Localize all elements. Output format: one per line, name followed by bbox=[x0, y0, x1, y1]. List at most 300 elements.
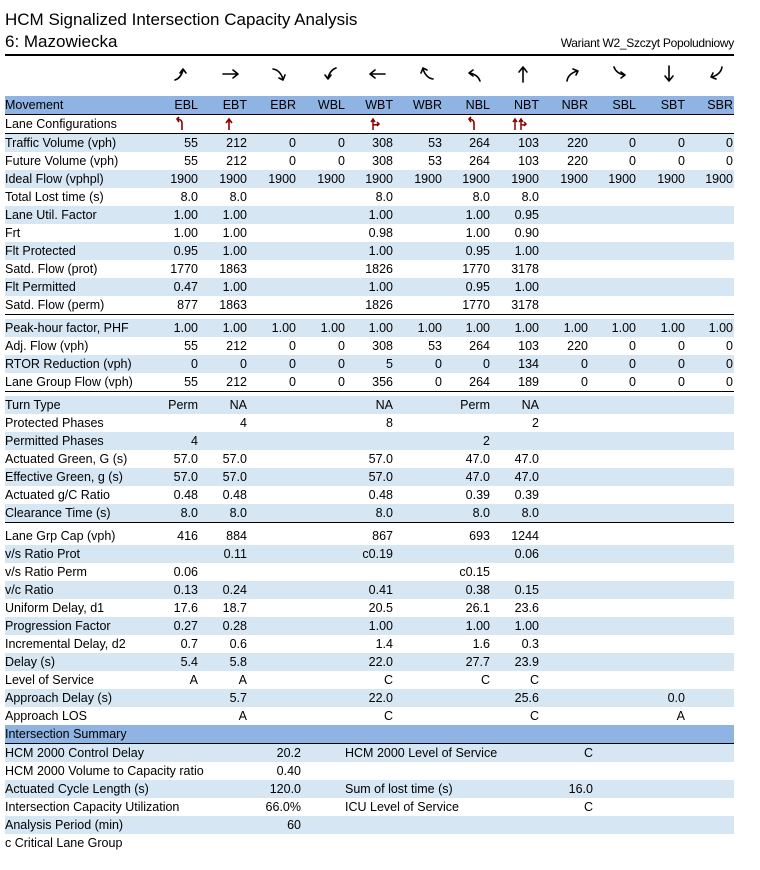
ebl-arrow-icon bbox=[172, 64, 192, 84]
wbt-arrow-icon bbox=[367, 64, 387, 84]
summary-value: 0.40 bbox=[276, 764, 301, 778]
cell-nbl: 1.00 bbox=[465, 619, 490, 633]
cell-ebl: 1770 bbox=[170, 262, 198, 276]
cell-nbl: 1.00 bbox=[465, 208, 490, 222]
cell-wbt: 867 bbox=[372, 529, 393, 543]
movement-arrow-row bbox=[0, 60, 760, 90]
row-future-volume-vph bbox=[5, 152, 734, 170]
cell-wbt: 1.00 bbox=[368, 280, 393, 294]
cell-nbl: 47.0 bbox=[465, 470, 490, 484]
cell-nbl: 0 bbox=[483, 357, 490, 371]
row-label: RTOR Reduction (vph) bbox=[5, 357, 132, 371]
cell-wbr: 0 bbox=[435, 375, 442, 389]
cell-nbt: 103 bbox=[518, 136, 539, 150]
cell-wbt: C bbox=[383, 673, 393, 687]
cell-wbt: 20.5 bbox=[368, 601, 393, 615]
cell-nbt: 0.90 bbox=[514, 226, 539, 240]
row-rtor-reduction-vph bbox=[5, 355, 734, 373]
cell-nbl: 0.95 bbox=[465, 244, 490, 258]
cell-ebt: 1.00 bbox=[222, 244, 247, 258]
cell-ebl: 877 bbox=[177, 298, 198, 312]
cell-nbl: 8.0 bbox=[472, 506, 490, 520]
cell-wbl: 1.00 bbox=[320, 321, 345, 335]
cell-nbl: 264 bbox=[469, 339, 490, 353]
summary-value: 60 bbox=[287, 818, 301, 832]
cell-wbr: WBR bbox=[412, 98, 442, 112]
summary-label: HCM 2000 Volume to Capacity ratio bbox=[5, 764, 204, 778]
summary-header bbox=[5, 725, 734, 744]
cell-wbr: 1900 bbox=[414, 172, 442, 186]
cell-sbt: SBT bbox=[660, 98, 685, 112]
summary-row bbox=[5, 816, 734, 834]
row-progression-factor bbox=[5, 617, 734, 635]
cell-sbt: 0 bbox=[678, 136, 685, 150]
cell-ebl: A bbox=[189, 673, 198, 687]
row-label: Effective Green, g (s) bbox=[5, 470, 123, 484]
cell-nbl: c0.15 bbox=[459, 565, 490, 579]
cell-nbt: 1.00 bbox=[514, 619, 539, 633]
cell-wbt: NA bbox=[375, 398, 393, 412]
cell-nbt: 8.0 bbox=[521, 190, 539, 204]
row-adj-flow-vph bbox=[5, 337, 734, 355]
row-effective-green-g-s bbox=[5, 468, 734, 486]
cell-nbl: 264 bbox=[469, 136, 490, 150]
sbr-arrow-icon bbox=[707, 64, 727, 84]
cell-wbl: 0 bbox=[338, 339, 345, 353]
cell-wbl: 0 bbox=[338, 357, 345, 371]
summary-label: HCM 2000 Control Delay bbox=[5, 746, 144, 760]
through-lane-icon bbox=[199, 116, 247, 132]
cell-ebl: 4 bbox=[191, 434, 198, 448]
cell-sbl: 1900 bbox=[608, 172, 636, 186]
summary-label: Analysis Period (min) bbox=[5, 818, 124, 832]
cell-ebl: 0.48 bbox=[173, 488, 198, 502]
row-label: Frt bbox=[5, 226, 21, 240]
cell-wbt: 57.0 bbox=[368, 470, 393, 484]
cell-nbt: 3178 bbox=[511, 298, 539, 312]
cell-ebl: 0.13 bbox=[173, 583, 198, 597]
cell-ebt: 5.8 bbox=[229, 655, 247, 669]
cell-sbr: 0 bbox=[726, 136, 733, 150]
cell-wbt: 8 bbox=[386, 416, 393, 430]
cell-nbl: 8.0 bbox=[472, 190, 490, 204]
cell-sbt: 0 bbox=[678, 357, 685, 371]
cell-wbr: 53 bbox=[428, 339, 442, 353]
row-label: Protected Phases bbox=[5, 416, 104, 430]
cell-nbl: 264 bbox=[469, 154, 490, 168]
cell-nbt: 0.95 bbox=[514, 208, 539, 222]
cell-wbt: 1826 bbox=[365, 262, 393, 276]
cell-ebl: 0.06 bbox=[173, 565, 198, 579]
cell-ebl: Perm bbox=[168, 398, 198, 412]
table-header-row bbox=[5, 96, 734, 114]
row-label: Flt Protected bbox=[5, 244, 76, 258]
cell-ebl: EBL bbox=[174, 98, 198, 112]
left-turn-lane-icon bbox=[442, 116, 490, 132]
summary-row bbox=[5, 798, 734, 816]
cell-nbt: 25.6 bbox=[514, 691, 539, 705]
cell-ebl: 8.0 bbox=[180, 190, 198, 204]
cell-ebt: 1863 bbox=[219, 262, 247, 276]
cell-ebt: 212 bbox=[226, 375, 247, 389]
cell-wbt: 1900 bbox=[365, 172, 393, 186]
row-label: Lane Grp Cap (vph) bbox=[5, 529, 116, 543]
cell-ebt: 0.6 bbox=[229, 637, 247, 651]
cell-nbt: 0.39 bbox=[514, 488, 539, 502]
cell-wbr: 53 bbox=[428, 154, 442, 168]
cell-ebl: 17.6 bbox=[173, 601, 198, 615]
left-turn-lane-icon bbox=[150, 116, 198, 132]
row-approach-los bbox=[5, 707, 734, 725]
cell-wbt: 57.0 bbox=[368, 452, 393, 466]
row-label: Movement bbox=[5, 98, 64, 112]
row-label: Peak-hour factor, PHF bbox=[5, 321, 129, 335]
ebr-arrow-icon bbox=[270, 64, 290, 84]
cell-sbl: 0 bbox=[629, 375, 636, 389]
cell-ebt: A bbox=[238, 709, 247, 723]
row-label: Turn Type bbox=[5, 398, 61, 412]
cell-ebl: 1900 bbox=[170, 172, 198, 186]
cell-ebl: 1.00 bbox=[173, 226, 198, 240]
cell-wbt: 308 bbox=[372, 339, 393, 353]
row-level-of-service bbox=[5, 671, 734, 689]
summary-label: c Critical Lane Group bbox=[5, 836, 123, 850]
row-label: Approach LOS bbox=[5, 709, 87, 723]
cell-nbl: 1.00 bbox=[465, 321, 490, 335]
cell-wbt: 308 bbox=[372, 136, 393, 150]
cell-ebt: 212 bbox=[226, 154, 247, 168]
cell-ebr: 0 bbox=[289, 357, 296, 371]
cell-nbl: 0.38 bbox=[465, 583, 490, 597]
cell-ebt: 1.00 bbox=[222, 208, 247, 222]
cell-ebt: 57.0 bbox=[222, 470, 247, 484]
cell-wbl: 0 bbox=[338, 136, 345, 150]
cell-ebl: 0 bbox=[191, 357, 198, 371]
cell-ebt: 1900 bbox=[219, 172, 247, 186]
cell-ebt: 1.00 bbox=[222, 321, 247, 335]
cell-nbt: C bbox=[529, 709, 539, 723]
summary-row bbox=[5, 780, 734, 798]
summary-label: Actuated Cycle Length (s) bbox=[5, 782, 149, 796]
row-lane-util-factor bbox=[5, 206, 734, 224]
cell-nbl: 0.95 bbox=[465, 280, 490, 294]
cell-sbt: A bbox=[676, 709, 685, 723]
cell-ebt: 0.11 bbox=[223, 547, 247, 561]
cell-nbt: NBT bbox=[514, 98, 539, 112]
cell-nbt: 0.3 bbox=[521, 637, 539, 651]
row-label: Actuated Green, G (s) bbox=[5, 452, 128, 466]
row-delay-s bbox=[5, 653, 734, 671]
row-label: Actuated g/C Ratio bbox=[5, 488, 110, 502]
cell-nbr: 1.00 bbox=[563, 321, 588, 335]
row-protected-phases bbox=[5, 414, 734, 432]
summary-value-2: 16.0 bbox=[568, 782, 593, 796]
summary-title: Intersection Summary bbox=[5, 727, 127, 741]
intersection-summary bbox=[5, 725, 734, 852]
row-total-lost-time-s bbox=[5, 188, 734, 206]
cell-sbl: 0 bbox=[629, 136, 636, 150]
cell-nbr: 0 bbox=[581, 357, 588, 371]
cell-nbt: NA bbox=[521, 398, 539, 412]
cell-sbt: 1900 bbox=[657, 172, 685, 186]
cell-wbr: 53 bbox=[428, 136, 442, 150]
cell-sbl: 0 bbox=[629, 154, 636, 168]
cell-ebr: EBR bbox=[270, 98, 296, 112]
cell-nbl: 693 bbox=[469, 529, 490, 543]
cell-nbt: 2 bbox=[532, 416, 539, 430]
cell-sbr: 1900 bbox=[705, 172, 733, 186]
cell-ebl: 0.95 bbox=[173, 244, 198, 258]
cell-ebt: 0.24 bbox=[222, 583, 247, 597]
cell-ebl: 55 bbox=[184, 375, 198, 389]
row-label: Clearance Time (s) bbox=[5, 506, 111, 520]
row-actuated-g-c-ratio bbox=[5, 486, 734, 504]
cell-wbt: 1.4 bbox=[375, 637, 393, 651]
cell-ebt: 57.0 bbox=[222, 452, 247, 466]
cell-ebr: 1900 bbox=[268, 172, 296, 186]
cell-nbl: C bbox=[480, 673, 490, 687]
row-ideal-flow-vphpl bbox=[5, 170, 734, 188]
intersection-name: 6: Mazowiecka bbox=[5, 32, 118, 51]
cell-nbl: 264 bbox=[469, 375, 490, 389]
cell-wbt: 22.0 bbox=[368, 691, 393, 705]
row-label: Progression Factor bbox=[5, 619, 111, 633]
cell-wbt: 5 bbox=[386, 357, 393, 371]
row-lane-group-flow-vph bbox=[5, 373, 734, 392]
cell-ebt: 0.28 bbox=[222, 619, 247, 633]
cell-ebt: 0.48 bbox=[222, 488, 247, 502]
cell-wbt: 0.41 bbox=[368, 583, 393, 597]
cell-ebt: 8.0 bbox=[229, 506, 247, 520]
row-label: v/c Ratio bbox=[5, 583, 54, 597]
cell-wbt: 8.0 bbox=[375, 506, 393, 520]
cell-sbt: 0.0 bbox=[667, 691, 685, 705]
cell-ebl: 0.47 bbox=[173, 280, 198, 294]
cell-nbr: 0 bbox=[581, 375, 588, 389]
summary-label: Intersection Capacity Utilization bbox=[5, 800, 180, 814]
row-label: Lane Util. Factor bbox=[5, 208, 97, 222]
row-v-s-ratio-perm bbox=[5, 563, 734, 581]
row-label: Total Lost time (s) bbox=[5, 190, 104, 204]
cell-sbt: 0 bbox=[678, 339, 685, 353]
capacity-table bbox=[5, 96, 734, 725]
cell-nbt: 47.0 bbox=[514, 452, 539, 466]
row-lane-grp-cap-vph bbox=[5, 527, 734, 545]
row-turn-type bbox=[5, 396, 734, 414]
cell-sbr: 0 bbox=[726, 357, 733, 371]
row-v-s-ratio-prot bbox=[5, 545, 734, 563]
row-clearance-time-s bbox=[5, 504, 734, 523]
cell-ebt: 0 bbox=[240, 357, 247, 371]
cell-ebt: 4 bbox=[240, 416, 247, 430]
cell-ebl: 416 bbox=[177, 529, 198, 543]
cell-nbl: 1900 bbox=[462, 172, 490, 186]
summary-label-2: HCM 2000 Level of Service bbox=[345, 746, 498, 760]
row-traffic-volume-vph bbox=[5, 134, 734, 152]
wbr-arrow-icon bbox=[416, 64, 436, 84]
cell-nbt: 0.06 bbox=[514, 547, 539, 561]
row-label: v/s Ratio Prot bbox=[5, 547, 81, 561]
cell-ebt: NA bbox=[229, 398, 247, 412]
summary-row bbox=[5, 744, 734, 762]
cell-sbl: 1.00 bbox=[611, 321, 636, 335]
summary-label-2: Sum of lost time (s) bbox=[345, 782, 453, 796]
cell-wbt: 356 bbox=[372, 375, 393, 389]
cell-nbt: 8.0 bbox=[521, 506, 539, 520]
nbl-arrow-icon bbox=[464, 64, 484, 84]
cell-wbt: 0.48 bbox=[368, 488, 393, 502]
cell-wbr: 0 bbox=[435, 357, 442, 371]
cell-nbl: 0.39 bbox=[465, 488, 490, 502]
cell-nbt: 103 bbox=[518, 339, 539, 353]
row-v-c-ratio bbox=[5, 581, 734, 599]
cell-ebl: 55 bbox=[184, 339, 198, 353]
cell-nbl: 1770 bbox=[462, 298, 490, 312]
summary-label-2: ICU Level of Service bbox=[345, 800, 459, 814]
cell-wbt: WBT bbox=[365, 98, 393, 112]
row-flt-protected bbox=[5, 242, 734, 260]
cell-nbt: 1900 bbox=[511, 172, 539, 186]
cell-ebt: 1863 bbox=[219, 298, 247, 312]
cell-wbt: 1.00 bbox=[368, 619, 393, 633]
cell-ebl: 5.4 bbox=[180, 655, 198, 669]
cell-nbl: 2 bbox=[483, 434, 490, 448]
summary-row bbox=[5, 834, 734, 852]
cell-ebt: 1.00 bbox=[222, 226, 247, 240]
cell-wbt: 1.00 bbox=[368, 321, 393, 335]
row-satd-flow-perm bbox=[5, 296, 734, 315]
row-label: Permitted Phases bbox=[5, 434, 104, 448]
cell-nbl: 47.0 bbox=[465, 452, 490, 466]
summary-row bbox=[5, 762, 734, 780]
ebt-arrow-icon bbox=[221, 64, 241, 84]
cell-nbr: NBR bbox=[561, 98, 588, 112]
cell-ebt: 5.7 bbox=[229, 691, 247, 705]
wbl-arrow-icon bbox=[319, 64, 339, 84]
cell-wbt: C bbox=[383, 709, 393, 723]
cell-nbt: 1.00 bbox=[514, 280, 539, 294]
cell-ebt: 8.0 bbox=[229, 190, 247, 204]
report-title: HCM Signalized Intersection Capacity Analysis bbox=[5, 10, 358, 29]
cell-sbr: 0 bbox=[726, 375, 733, 389]
cell-nbl: 27.7 bbox=[465, 655, 490, 669]
cell-nbt: 134 bbox=[518, 357, 539, 371]
cell-nbl: NBL bbox=[465, 98, 490, 112]
summary-value: 120.0 bbox=[269, 782, 301, 796]
row-label: Approach Delay (s) bbox=[5, 691, 112, 705]
lane-configurations-row bbox=[5, 114, 734, 134]
cell-ebt: EBT bbox=[222, 98, 247, 112]
cell-sbt: 1.00 bbox=[660, 321, 685, 335]
row-label: v/s Ratio Perm bbox=[5, 565, 87, 579]
cell-ebt: 884 bbox=[226, 529, 247, 543]
row-label: Delay (s) bbox=[5, 655, 56, 669]
cell-nbt: 23.6 bbox=[514, 601, 539, 615]
cell-sbl: 0 bbox=[629, 357, 636, 371]
row-incremental-delay-d2 bbox=[5, 635, 734, 653]
cell-ebl: 8.0 bbox=[180, 506, 198, 520]
cell-ebl: 1.00 bbox=[173, 208, 198, 222]
row-uniform-delay-d1 bbox=[5, 599, 734, 617]
row-label: Level of Service bbox=[5, 673, 94, 687]
row-flt-permitted bbox=[5, 278, 734, 296]
sbt-arrow-icon bbox=[659, 64, 679, 84]
row-label: Lane Configurations bbox=[5, 117, 117, 131]
cell-nbl: 1.6 bbox=[472, 637, 490, 651]
cell-nbr: 220 bbox=[567, 154, 588, 168]
cell-ebl: 0.27 bbox=[173, 619, 198, 633]
cell-wbl: 1900 bbox=[317, 172, 345, 186]
row-label: Adj. Flow (vph) bbox=[5, 339, 89, 353]
cell-ebr: 0 bbox=[289, 136, 296, 150]
summary-value-2: C bbox=[583, 800, 593, 814]
cell-sbt: 0 bbox=[678, 375, 685, 389]
cell-sbr: SBR bbox=[707, 98, 733, 112]
cell-ebr: 1.00 bbox=[271, 321, 296, 335]
summary-value: 66.0% bbox=[265, 800, 301, 814]
cell-wbl: 0 bbox=[338, 154, 345, 168]
cell-nbt: 1.00 bbox=[514, 244, 539, 258]
cell-nbl: 26.1 bbox=[465, 601, 490, 615]
header-rule bbox=[5, 54, 734, 56]
double-through-right-lane-icon bbox=[491, 116, 539, 132]
row-label: Future Volume (vph) bbox=[5, 154, 119, 168]
row-frt bbox=[5, 224, 734, 242]
row-actuated-green-g-s bbox=[5, 450, 734, 468]
cell-nbl: 1770 bbox=[462, 262, 490, 276]
row-label: Ideal Flow (vphpl) bbox=[5, 172, 104, 186]
through-right-lane-icon bbox=[345, 116, 393, 132]
cell-nbt: 103 bbox=[518, 154, 539, 168]
cell-ebl: 0.7 bbox=[180, 637, 198, 651]
cell-nbr: 220 bbox=[567, 339, 588, 353]
cell-nbt: 1.00 bbox=[514, 321, 539, 335]
cell-ebr: 0 bbox=[289, 375, 296, 389]
cell-nbr: 220 bbox=[567, 136, 588, 150]
cell-wbt: 1826 bbox=[365, 298, 393, 312]
nbt-arrow-icon bbox=[513, 64, 533, 84]
cell-wbr: 1.00 bbox=[417, 321, 442, 335]
cell-ebt: 212 bbox=[226, 136, 247, 150]
cell-ebl: 57.0 bbox=[173, 470, 198, 484]
cell-nbl: 1.00 bbox=[465, 226, 490, 240]
cell-nbt: 189 bbox=[518, 375, 539, 389]
row-satd-flow-prot bbox=[5, 260, 734, 278]
row-permitted-phases bbox=[5, 432, 734, 450]
cell-ebl: 55 bbox=[184, 136, 198, 150]
cell-sbt: 0 bbox=[678, 154, 685, 168]
cell-ebr: 0 bbox=[289, 339, 296, 353]
summary-value: 20.2 bbox=[276, 746, 301, 760]
row-label: Lane Group Flow (vph) bbox=[5, 375, 133, 389]
cell-nbt: 1244 bbox=[511, 529, 539, 543]
cell-wbt: c0.19 bbox=[362, 547, 393, 561]
cell-ebl: 1.00 bbox=[173, 321, 198, 335]
row-label: Satd. Flow (perm) bbox=[5, 298, 105, 312]
sbl-arrow-icon bbox=[610, 64, 630, 84]
cell-wbt: 1.00 bbox=[368, 244, 393, 258]
cell-nbt: 23.9 bbox=[514, 655, 539, 669]
cell-ebt: A bbox=[238, 673, 247, 687]
cell-wbt: 8.0 bbox=[375, 190, 393, 204]
summary-value-2: C bbox=[583, 746, 593, 760]
cell-wbt: 1.00 bbox=[368, 208, 393, 222]
cell-nbr: 1900 bbox=[560, 172, 588, 186]
cell-nbt: 47.0 bbox=[514, 470, 539, 484]
cell-ebt: 1.00 bbox=[222, 280, 247, 294]
cell-wbt: 0.98 bbox=[368, 226, 393, 240]
cell-nbl: Perm bbox=[460, 398, 490, 412]
